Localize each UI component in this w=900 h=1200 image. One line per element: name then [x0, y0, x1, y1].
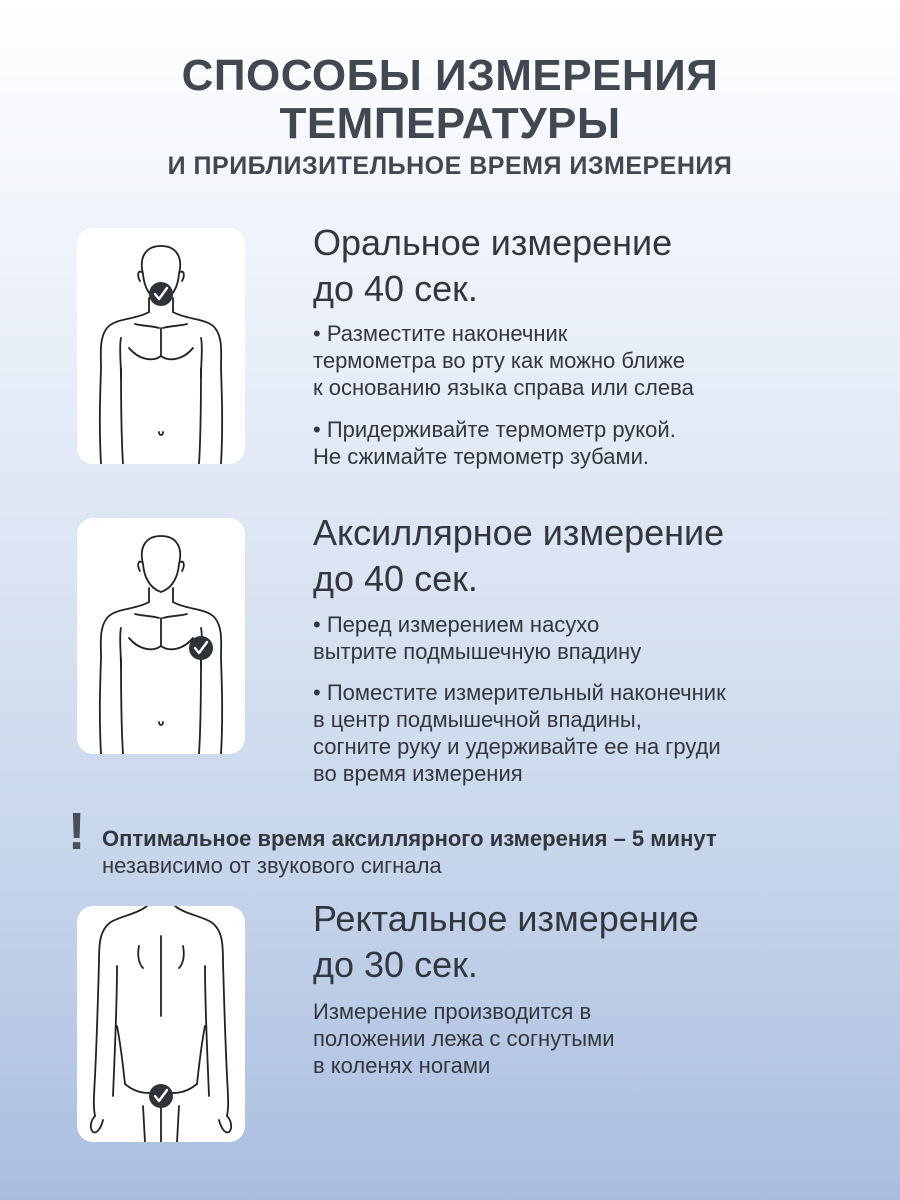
axillary-bullet2-line1: • Поместите измерительный наконечник	[313, 680, 726, 705]
oral-bullet2-line1: • Придерживайте термометр рукой.	[313, 417, 676, 442]
rectal-text-line3: в коленях ногами	[313, 1053, 491, 1078]
oral-illustration	[77, 228, 245, 464]
page-subtitle: И ПРИБЛИЗИТЕЛЬНОЕ ВРЕМЯ ИЗМЕРЕНИЯ	[167, 152, 733, 180]
rectal-duration: до 30 сек.	[313, 944, 478, 985]
axillary-bullet2-line4: во время измерения	[313, 761, 523, 786]
armpit-check-icon	[189, 636, 213, 660]
axillary-bullet2-line2: в центр подмышечной впадины,	[313, 707, 642, 732]
warning-bold-text: Оптимальное время аксиллярного измерения – 5 минут	[102, 826, 717, 851]
oral-bullet1-line2: термометра во рту как можно ближе	[313, 348, 686, 373]
oral-bullet1-line1: • Разместите наконечник	[313, 321, 568, 346]
oral-title: Оральное измерение	[313, 222, 673, 263]
page-title-line1: СПОСОБЫ ИЗМЕРЕНИЯ	[181, 51, 719, 100]
axillary-bullet1-line2: вытрите подмышечную впадину	[313, 639, 642, 664]
axillary-bullet2-line3: согните руку и удерживайте ее на груди	[313, 734, 721, 759]
front-body-icon	[77, 518, 245, 754]
back-body-icon	[77, 906, 245, 1142]
rectal-check-icon	[149, 1084, 173, 1108]
axillary-bullet1-line1: • Перед измерением насухо	[313, 612, 600, 637]
axillary-title: Аксиллярное измерение	[313, 512, 725, 553]
axillary-duration: до 40 сек.	[313, 558, 478, 599]
oral-bullet1-line3: к основанию языка справа или слева	[313, 375, 694, 400]
axillary-illustration	[77, 518, 245, 754]
rectal-text-line2: положении лежа с согнутыми	[313, 1026, 615, 1051]
page-title-line2: ТЕМПЕРАТУРЫ	[279, 99, 621, 148]
rectal-text-line1: Измерение производится в	[313, 999, 592, 1024]
oral-duration: до 40 сек.	[313, 268, 478, 309]
rectal-title: Ректальное измерение	[313, 898, 699, 939]
rectal-illustration	[77, 906, 245, 1142]
warning-text: независимо от звукового сигнала	[102, 853, 442, 878]
front-body-icon	[77, 228, 245, 464]
oral-bullet2-line2: Не сжимайте термометр зубами.	[313, 444, 649, 469]
oral-check-icon	[149, 282, 173, 306]
exclamation-icon: !	[68, 803, 86, 861]
